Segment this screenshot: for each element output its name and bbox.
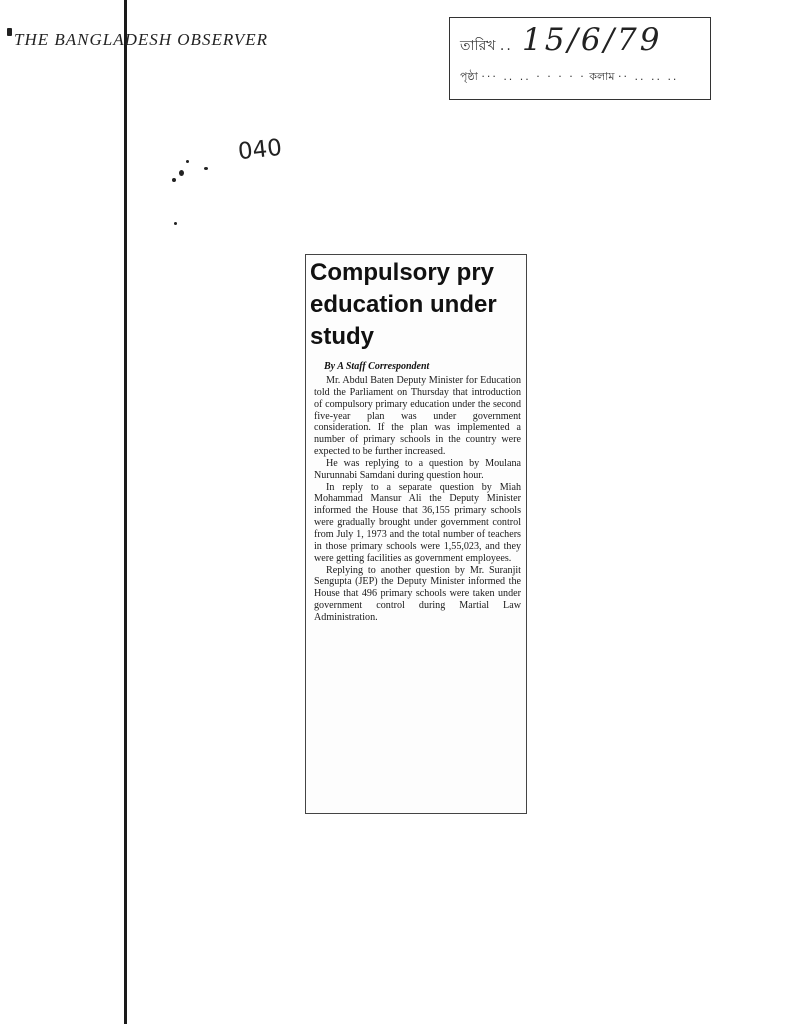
date-value: 15/6/79 (522, 22, 663, 58)
ink-speck (7, 28, 12, 36)
archive-stamp: তারিখ .. 15/6/79 পৃষ্ঠা ··· .. .. · · · · · কলাম ·· .. .. .. (449, 17, 711, 100)
ink-speck (172, 178, 176, 182)
margin-line (124, 0, 127, 1024)
newspaper-clipping (305, 254, 527, 814)
article-body (314, 375, 521, 624)
article-paragraph: Replying to another question by Mr. Suranjit Sengupta (JEP) the Deputy Minister informed the House that 496 primary schools were taken under government control during Martial Law Administration. (314, 564, 521, 623)
column-label: কলাম (589, 70, 615, 83)
ink-speck (179, 170, 184, 176)
ink-speck (186, 160, 189, 163)
article-paragraph: Mr. Abdul Baten Deputy Minister for Education told the Parliament on Thursday that introduction of compulsory primary education under the second five-year plan was under government consideration. If the plan was implemented a number of primary schools in the country were expected to be further increased. (314, 375, 521, 458)
ink-speck (204, 167, 208, 170)
article-paragraph: He was replying to a question by Moulana Nurunnabi Samdani during question hour. (314, 457, 521, 481)
date-label: তারিখ (460, 38, 496, 54)
article-paragraph: In reply to a separate question by Miah Mohammad Mansur Ali the Deputy Minister informed the House that 36,155 primary schools were gradually brought under government control from July 1, 1973 and the total number of teachers in those primary schools were 1,55,023, and they were getting facilities as government employees. (314, 481, 521, 564)
newspaper-masthead: THE BANGLADESH OBSERVER (14, 30, 269, 49)
ink-speck (174, 222, 177, 225)
archive-code: 040 (236, 134, 284, 166)
page-label: পৃষ্ঠা (460, 70, 478, 83)
article-headline: Compulsory pry education under study (310, 259, 497, 350)
article-byline: By A Staff Correspondent (324, 361, 430, 372)
